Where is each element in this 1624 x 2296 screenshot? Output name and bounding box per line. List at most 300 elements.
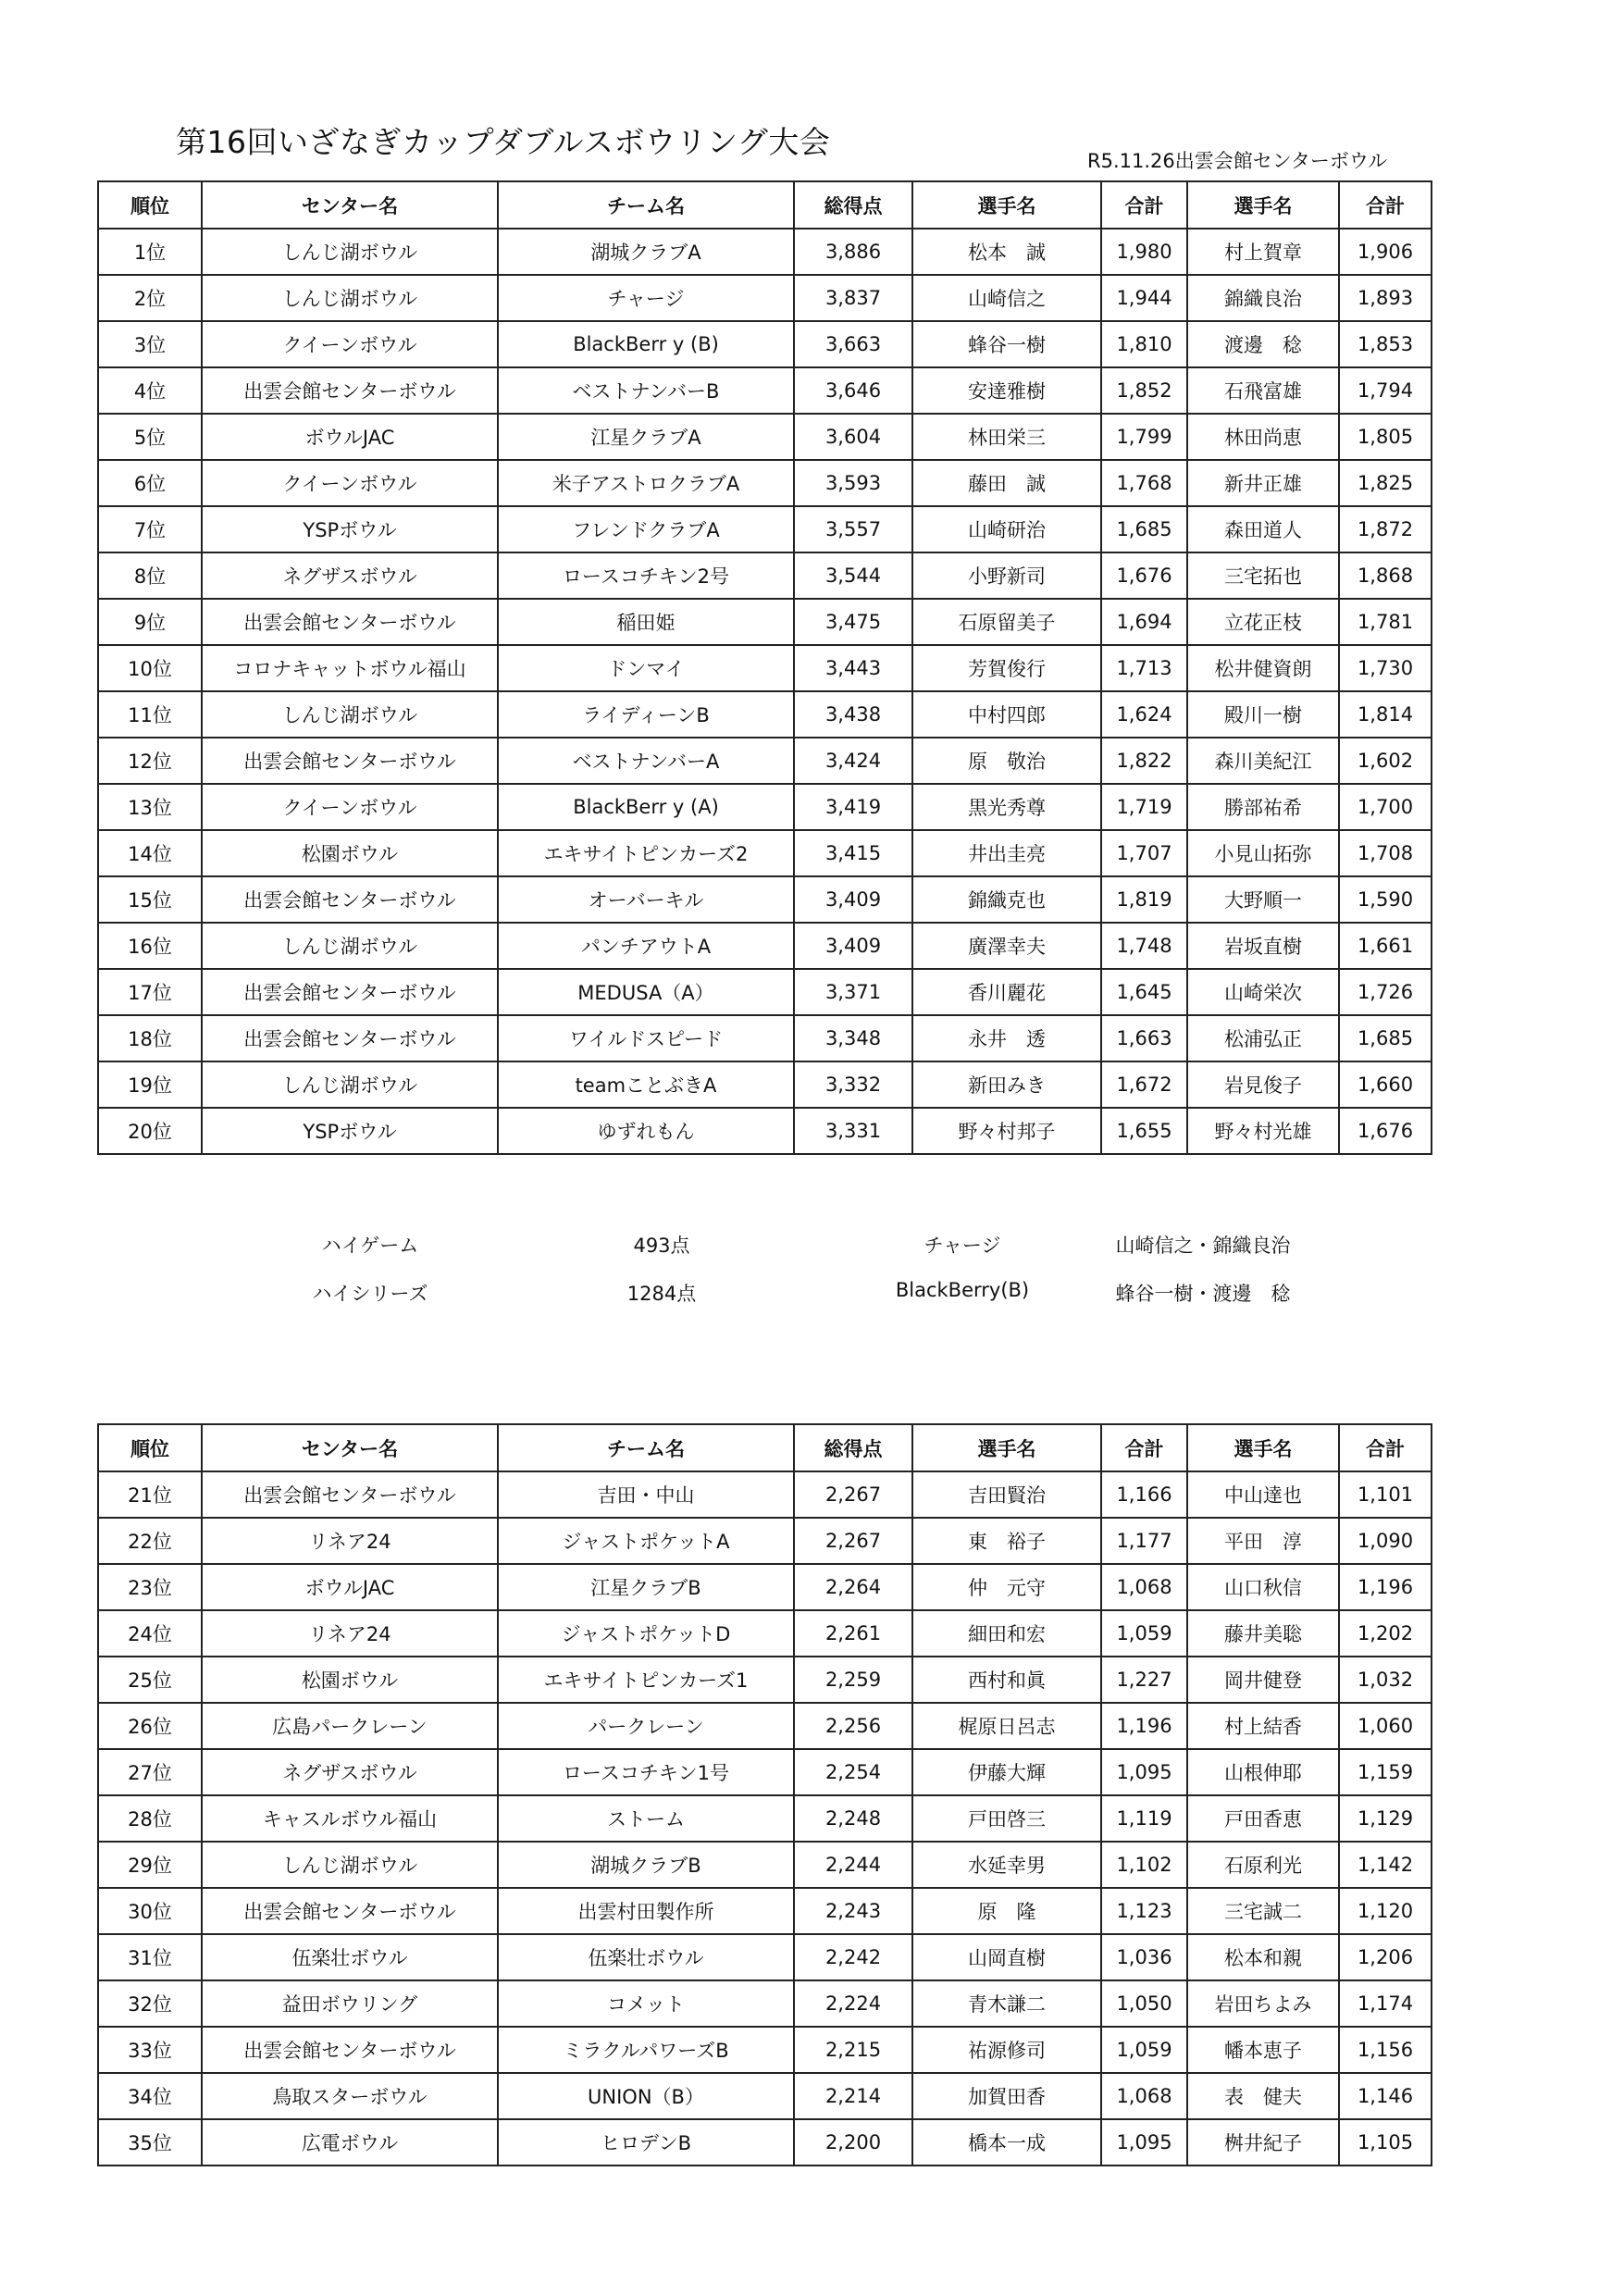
player1-cell: 藤田 誠 [912, 460, 1101, 506]
player1-cell: 新田みき [912, 1061, 1101, 1108]
header-row [98, 181, 1432, 229]
rank-cell: 19位 [98, 1061, 202, 1108]
total-cell: 3,419 [794, 784, 912, 830]
team-cell: ジャストポケットA [498, 1518, 794, 1564]
center-cell: ネグザスボウル [202, 552, 498, 599]
player1-total-cell: 1,036 [1101, 1934, 1187, 1980]
player2-cell: 桝井紀子 [1187, 2119, 1339, 2166]
center-cell: YSPボウル [202, 506, 498, 552]
player1-total-cell: 1,672 [1101, 1061, 1187, 1108]
rank-cell: 25位 [98, 1657, 202, 1703]
col-total: 総得点 [794, 181, 912, 229]
player1-total-cell: 1,624 [1101, 691, 1187, 738]
rank-cell: 30位 [98, 1888, 202, 1934]
player1-total-cell: 1,944 [1101, 275, 1187, 321]
player2-total-cell: 1,174 [1339, 1980, 1432, 2027]
team-cell: 江星クラブB [498, 1564, 794, 1610]
total-cell: 2,261 [794, 1610, 912, 1657]
total-cell: 3,424 [794, 738, 912, 784]
center-cell: 出雲会館センターボウル [202, 1888, 498, 1934]
player2-total-cell: 1,156 [1339, 2027, 1432, 2073]
player1-cell: 廣澤幸夫 [912, 923, 1101, 969]
player1-total-cell: 1,095 [1101, 2119, 1187, 2166]
total-cell: 2,244 [794, 1842, 912, 1888]
team-cell: チャージ [498, 275, 794, 321]
player2-cell: 岩田ちよみ [1187, 1980, 1339, 2027]
player2-cell: 新井正雄 [1187, 460, 1339, 506]
summary-row-high-game [97, 1231, 1430, 1279]
player2-cell: 松井健資朗 [1187, 645, 1339, 691]
player1-cell: 原 隆 [912, 1888, 1101, 1934]
team-cell: エキサイトピンカーズ2 [498, 830, 794, 876]
player2-total-cell: 1,868 [1339, 552, 1432, 599]
player2-total-cell: 1,090 [1339, 1518, 1432, 1564]
center-cell: 出雲会館センターボウル [202, 969, 498, 1015]
player2-cell: 三宅拓也 [1187, 552, 1339, 599]
player2-total-cell: 1,781 [1339, 599, 1432, 645]
total-cell: 3,557 [794, 506, 912, 552]
center-cell: 伍楽壮ボウル [202, 1934, 498, 1980]
player1-total-cell: 1,166 [1101, 1471, 1187, 1518]
player2-total-cell: 1,825 [1339, 460, 1432, 506]
player1-total-cell: 1,822 [1101, 738, 1187, 784]
player1-total-cell: 1,685 [1101, 506, 1187, 552]
player2-cell: 野々村光雄 [1187, 1108, 1339, 1154]
table-row [98, 1795, 1432, 1842]
player2-cell: 岩見俊子 [1187, 1061, 1339, 1108]
table-row [98, 1108, 1432, 1154]
player1-total-cell: 1,980 [1101, 229, 1187, 275]
total-cell: 3,415 [794, 830, 912, 876]
table-row [98, 1015, 1432, 1061]
rank-cell: 12位 [98, 738, 202, 784]
player2-cell: 岩坂直樹 [1187, 923, 1339, 969]
col-player2-total: 合計 [1339, 1424, 1432, 1471]
player2-total-cell: 1,726 [1339, 969, 1432, 1015]
player1-cell: 野々村邦子 [912, 1108, 1101, 1154]
player1-total-cell: 1,095 [1101, 1749, 1187, 1795]
player1-cell: 小野新司 [912, 552, 1101, 599]
total-cell: 2,267 [794, 1471, 912, 1518]
player1-total-cell: 1,694 [1101, 599, 1187, 645]
rank-cell: 13位 [98, 784, 202, 830]
summary-players: 山崎信之・錦織良治 [1115, 1235, 1291, 1257]
player1-cell: 加賀田香 [912, 2073, 1101, 2119]
player2-cell: 森川美紀江 [1187, 738, 1339, 784]
team-cell: ヒロデンB [498, 2119, 794, 2166]
player2-cell: 渡邊 稔 [1187, 321, 1339, 367]
player1-cell: 山岡直樹 [912, 1934, 1101, 1980]
team-cell: BlackBerr y (B) [498, 321, 794, 367]
player2-cell: 岡井健登 [1187, 1657, 1339, 1703]
player2-total-cell: 1,129 [1339, 1795, 1432, 1842]
player1-total-cell: 1,227 [1101, 1657, 1187, 1703]
rank-cell: 3位 [98, 321, 202, 367]
player1-cell: 永井 透 [912, 1015, 1101, 1061]
rank-cell: 8位 [98, 552, 202, 599]
rank-cell: 1位 [98, 229, 202, 275]
player1-cell: 細田和宏 [912, 1610, 1101, 1657]
table-row [98, 645, 1432, 691]
center-cell: 出雲会館センターボウル [202, 2027, 498, 2073]
player1-total-cell: 1,819 [1101, 876, 1187, 923]
team-cell: フレンドクラブA [498, 506, 794, 552]
player2-cell: 松浦弘正 [1187, 1015, 1339, 1061]
player1-cell: 橋本一成 [912, 2119, 1101, 2166]
player2-cell: 立花正枝 [1187, 599, 1339, 645]
center-cell: クイーンボウル [202, 321, 498, 367]
player1-total-cell: 1,713 [1101, 645, 1187, 691]
table-row [98, 1518, 1432, 1564]
player2-cell: 松本和親 [1187, 1934, 1339, 1980]
center-cell: しんじ湖ボウル [202, 1842, 498, 1888]
center-cell: しんじ湖ボウル [202, 229, 498, 275]
player2-total-cell: 1,146 [1339, 2073, 1432, 2119]
table-row [98, 1564, 1432, 1610]
total-cell: 2,224 [794, 1980, 912, 2027]
player2-cell: 小見山拓弥 [1187, 830, 1339, 876]
table-row [98, 1980, 1432, 2027]
table-row [98, 876, 1432, 923]
table-row [98, 367, 1432, 414]
col-team: チーム名 [498, 1424, 794, 1471]
col-player2-total: 合計 [1339, 181, 1432, 229]
total-cell: 2,242 [794, 1934, 912, 1980]
player2-cell: 殿川一樹 [1187, 691, 1339, 738]
team-cell: コメット [498, 1980, 794, 2027]
player2-cell: 林田尚恵 [1187, 414, 1339, 460]
table-row [98, 2027, 1432, 2073]
player2-cell: 錦織良治 [1187, 275, 1339, 321]
player1-cell: 芳賀俊行 [912, 645, 1101, 691]
rank-cell: 29位 [98, 1842, 202, 1888]
rank-cell: 23位 [98, 1564, 202, 1610]
center-cell: ボウルJAC [202, 414, 498, 460]
total-cell: 2,264 [794, 1564, 912, 1610]
center-cell: 出雲会館センターボウル [202, 599, 498, 645]
total-cell: 2,243 [794, 1888, 912, 1934]
col-rank: 順位 [98, 181, 202, 229]
team-cell: teamことぶきA [498, 1061, 794, 1108]
player2-cell: 平田 淳 [1187, 1518, 1339, 1564]
center-cell: 広島パークレーン [202, 1703, 498, 1749]
player2-total-cell: 1,105 [1339, 2119, 1432, 2166]
team-cell: ストーム [498, 1795, 794, 1842]
player1-cell: 祐源修司 [912, 2027, 1101, 2073]
player1-cell: 青木謙二 [912, 1980, 1101, 2027]
team-cell: パークレーン [498, 1703, 794, 1749]
player1-cell: 水延幸男 [912, 1842, 1101, 1888]
player2-cell: 村上結香 [1187, 1703, 1339, 1749]
player2-cell: 村上賀章 [1187, 229, 1339, 275]
player2-cell: 石原利光 [1187, 1842, 1339, 1888]
total-cell: 2,254 [794, 1749, 912, 1795]
col-player1-total: 合計 [1101, 1424, 1187, 1471]
team-cell: BlackBerr y (A) [498, 784, 794, 830]
player2-total-cell: 1,853 [1339, 321, 1432, 367]
center-cell: 鳥取スターボウル [202, 2073, 498, 2119]
team-cell: 吉田・中山 [498, 1471, 794, 1518]
rank-cell: 31位 [98, 1934, 202, 1980]
player1-cell: 山崎研治 [912, 506, 1101, 552]
summary-score: 493点 [633, 1235, 690, 1257]
rank-cell: 17位 [98, 969, 202, 1015]
rank-cell: 21位 [98, 1471, 202, 1518]
rank-cell: 20位 [98, 1108, 202, 1154]
center-cell: 松園ボウル [202, 1657, 498, 1703]
table-row [98, 691, 1432, 738]
total-cell: 2,267 [794, 1518, 912, 1564]
total-cell: 3,475 [794, 599, 912, 645]
center-cell: 広電ボウル [202, 2119, 498, 2166]
table-row [98, 1703, 1432, 1749]
rank-cell: 2位 [98, 275, 202, 321]
player2-total-cell: 1,700 [1339, 784, 1432, 830]
player2-total-cell: 1,660 [1339, 1061, 1432, 1108]
team-cell: MEDUSA（A） [498, 969, 794, 1015]
player1-total-cell: 1,663 [1101, 1015, 1187, 1061]
center-cell: しんじ湖ボウル [202, 923, 498, 969]
center-cell: 出雲会館センターボウル [202, 738, 498, 784]
player2-total-cell: 1,202 [1339, 1610, 1432, 1657]
player2-cell: 中山達也 [1187, 1471, 1339, 1518]
player1-total-cell: 1,810 [1101, 321, 1187, 367]
results-table-bottom [97, 1423, 1432, 2166]
total-cell: 3,604 [794, 414, 912, 460]
player2-total-cell: 1,685 [1339, 1015, 1432, 1061]
center-cell: クイーンボウル [202, 460, 498, 506]
rank-cell: 4位 [98, 367, 202, 414]
player2-total-cell: 1,708 [1339, 830, 1432, 876]
player2-cell: 山口秋信 [1187, 1564, 1339, 1610]
page-title: 第16回いざなぎカップダブルスボウリング大会 [176, 124, 831, 160]
player1-total-cell: 1,196 [1101, 1703, 1187, 1749]
player1-cell: 戸田啓三 [912, 1795, 1101, 1842]
player2-total-cell: 1,814 [1339, 691, 1432, 738]
player1-cell: 松本 誠 [912, 229, 1101, 275]
table-row [98, 2119, 1432, 2166]
player1-cell: 黒光秀尊 [912, 784, 1101, 830]
player1-cell: 井出圭亮 [912, 830, 1101, 876]
team-cell: ライディーンB [498, 691, 794, 738]
table-row [98, 969, 1432, 1015]
total-cell: 3,544 [794, 552, 912, 599]
center-cell: 出雲会館センターボウル [202, 367, 498, 414]
table-row [98, 1749, 1432, 1795]
team-cell: 米子アストロクラブA [498, 460, 794, 506]
total-cell: 2,248 [794, 1795, 912, 1842]
rank-cell: 10位 [98, 645, 202, 691]
center-cell: しんじ湖ボウル [202, 275, 498, 321]
summary [97, 1231, 1430, 1327]
center-cell: クイーンボウル [202, 784, 498, 830]
rank-cell: 22位 [98, 1518, 202, 1564]
rank-cell: 35位 [98, 2119, 202, 2166]
player2-cell: 幡本恵子 [1187, 2027, 1339, 2073]
table-row [98, 1610, 1432, 1657]
table-row [98, 1934, 1432, 1980]
player2-total-cell: 1,906 [1339, 229, 1432, 275]
total-cell: 3,593 [794, 460, 912, 506]
player1-total-cell: 1,852 [1101, 367, 1187, 414]
center-cell: YSPボウル [202, 1108, 498, 1154]
center-cell: ボウルJAC [202, 1564, 498, 1610]
center-cell: 松園ボウル [202, 830, 498, 876]
col-center: センター名 [202, 181, 498, 229]
team-cell: UNION（B） [498, 2073, 794, 2119]
table-row [98, 1842, 1432, 1888]
player1-total-cell: 1,059 [1101, 2027, 1187, 2073]
player2-total-cell: 1,196 [1339, 1564, 1432, 1610]
player2-cell: 三宅誠二 [1187, 1888, 1339, 1934]
player2-total-cell: 1,032 [1339, 1657, 1432, 1703]
player2-total-cell: 1,794 [1339, 367, 1432, 414]
player2-total-cell: 1,142 [1339, 1842, 1432, 1888]
team-cell: ベストナンバーB [498, 367, 794, 414]
rank-cell: 11位 [98, 691, 202, 738]
player1-cell: 西村和眞 [912, 1657, 1101, 1703]
player2-total-cell: 1,805 [1339, 414, 1432, 460]
table-row [98, 1888, 1432, 1934]
rank-cell: 24位 [98, 1610, 202, 1657]
player2-cell: 大野順一 [1187, 876, 1339, 923]
total-cell: 2,215 [794, 2027, 912, 2073]
center-cell: リネア24 [202, 1610, 498, 1657]
col-team: チーム名 [498, 181, 794, 229]
player2-total-cell: 1,590 [1339, 876, 1432, 923]
rank-cell: 7位 [98, 506, 202, 552]
summary-score: 1284点 [626, 1283, 697, 1305]
summary-team: チャージ [924, 1235, 1001, 1257]
player2-total-cell: 1,676 [1339, 1108, 1432, 1154]
col-player1: 選手名 [912, 1424, 1101, 1471]
table-row [98, 1657, 1432, 1703]
table-row [98, 229, 1432, 275]
summary-row-high-series [97, 1279, 1430, 1327]
center-cell: リネア24 [202, 1518, 498, 1564]
player2-total-cell: 1,120 [1339, 1888, 1432, 1934]
player1-cell: 蜂谷一樹 [912, 321, 1101, 367]
results-table-top [97, 180, 1432, 1155]
player1-total-cell: 1,768 [1101, 460, 1187, 506]
total-cell: 3,409 [794, 923, 912, 969]
total-cell: 2,200 [794, 2119, 912, 2166]
team-cell: ロースコチキン1号 [498, 1749, 794, 1795]
col-rank: 順位 [98, 1424, 202, 1471]
player2-cell: 藤井美聡 [1187, 1610, 1339, 1657]
rank-cell: 28位 [98, 1795, 202, 1842]
player1-total-cell: 1,123 [1101, 1888, 1187, 1934]
table-row [98, 784, 1432, 830]
center-cell: しんじ湖ボウル [202, 1061, 498, 1108]
player1-cell: 錦織克也 [912, 876, 1101, 923]
table-row [98, 923, 1432, 969]
total-cell: 3,646 [794, 367, 912, 414]
total-cell: 2,259 [794, 1657, 912, 1703]
center-cell: 益田ボウリング [202, 1980, 498, 2027]
player2-cell: 山崎栄次 [1187, 969, 1339, 1015]
player1-total-cell: 1,102 [1101, 1842, 1187, 1888]
table-row [98, 830, 1432, 876]
team-cell: ミラクルパワーズB [498, 2027, 794, 2073]
player1-total-cell: 1,676 [1101, 552, 1187, 599]
player1-cell: 東 裕子 [912, 1518, 1101, 1564]
player2-cell: 森田道人 [1187, 506, 1339, 552]
rank-cell: 15位 [98, 876, 202, 923]
center-cell: 出雲会館センターボウル [202, 876, 498, 923]
table-row [98, 1471, 1432, 1518]
team-cell: オーバーキル [498, 876, 794, 923]
player1-cell: 中村四郎 [912, 691, 1101, 738]
player1-total-cell: 1,748 [1101, 923, 1187, 969]
player1-cell: 香川麗花 [912, 969, 1101, 1015]
table-row [98, 460, 1432, 506]
summary-players: 蜂谷一樹・渡邊 稔 [1115, 1283, 1291, 1305]
team-cell: ゆずれもん [498, 1108, 794, 1154]
team-cell: 出雲村田製作所 [498, 1888, 794, 1934]
player1-total-cell: 1,707 [1101, 830, 1187, 876]
table-row [98, 506, 1432, 552]
summary-label: ハイシリーズ [312, 1283, 428, 1305]
player1-total-cell: 1,645 [1101, 969, 1187, 1015]
rank-cell: 14位 [98, 830, 202, 876]
rank-cell: 18位 [98, 1015, 202, 1061]
player2-total-cell: 1,872 [1339, 506, 1432, 552]
total-cell: 3,886 [794, 229, 912, 275]
table-row [98, 599, 1432, 645]
player1-total-cell: 1,059 [1101, 1610, 1187, 1657]
player2-cell: 戸田香恵 [1187, 1795, 1339, 1842]
team-cell: 湖城クラブA [498, 229, 794, 275]
rank-cell: 9位 [98, 599, 202, 645]
rank-cell: 6位 [98, 460, 202, 506]
team-cell: ドンマイ [498, 645, 794, 691]
total-cell: 3,663 [794, 321, 912, 367]
table-row [98, 1061, 1432, 1108]
table-row [98, 321, 1432, 367]
player2-cell: 勝部祐希 [1187, 784, 1339, 830]
player1-total-cell: 1,177 [1101, 1518, 1187, 1564]
total-cell: 3,332 [794, 1061, 912, 1108]
player2-total-cell: 1,602 [1339, 738, 1432, 784]
center-cell: ネグザスボウル [202, 1749, 498, 1795]
team-cell: ジャストポケットD [498, 1610, 794, 1657]
venue-date: R5.11.26出雲会館センターボウル [1087, 150, 1388, 172]
col-player1-total: 合計 [1101, 181, 1187, 229]
player1-cell: 山崎信之 [912, 275, 1101, 321]
total-cell: 2,214 [794, 2073, 912, 2119]
player1-cell: 石原留美子 [912, 599, 1101, 645]
team-cell: 稲田姫 [498, 599, 794, 645]
player1-cell: 安達雅樹 [912, 367, 1101, 414]
rank-cell: 27位 [98, 1749, 202, 1795]
total-cell: 3,443 [794, 645, 912, 691]
total-cell: 2,256 [794, 1703, 912, 1749]
player1-total-cell: 1,068 [1101, 1564, 1187, 1610]
player1-total-cell: 1,719 [1101, 784, 1187, 830]
player2-cell: 石飛富雄 [1187, 367, 1339, 414]
summary-label: ハイゲーム [321, 1235, 419, 1257]
player2-total-cell: 1,060 [1339, 1703, 1432, 1749]
rank-cell: 5位 [98, 414, 202, 460]
team-cell: ロースコチキン2号 [498, 552, 794, 599]
player1-total-cell: 1,119 [1101, 1795, 1187, 1842]
center-cell: 出雲会館センターボウル [202, 1471, 498, 1518]
team-cell: パンチアウトA [498, 923, 794, 969]
player1-total-cell: 1,068 [1101, 2073, 1187, 2119]
player2-cell: 表 健夫 [1187, 2073, 1339, 2119]
center-cell: コロナキャットボウル福山 [202, 645, 498, 691]
